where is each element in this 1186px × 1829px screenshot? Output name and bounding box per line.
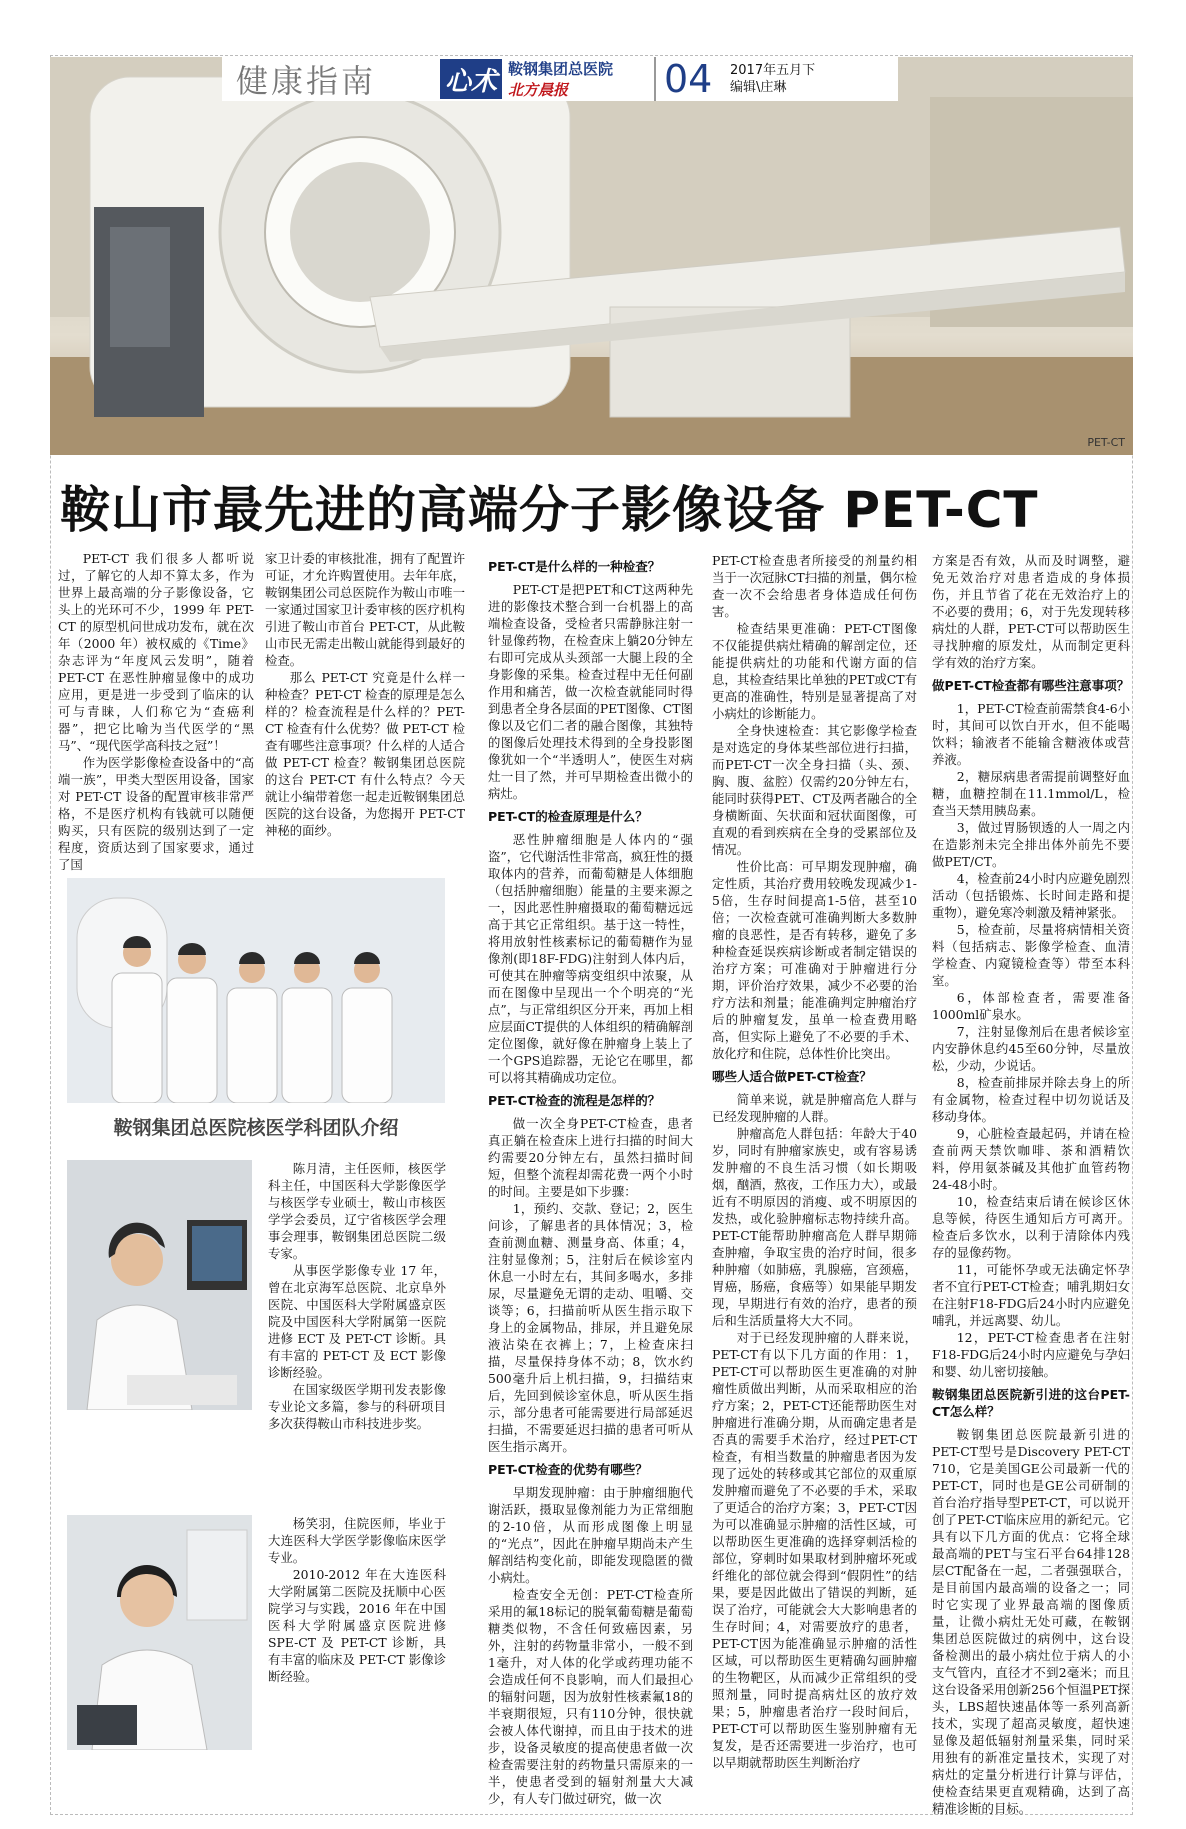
section-heading: 哪些人适合做PET-CT检查？	[712, 1069, 872, 1084]
list-item: 10，检查结束后请在候诊区休息等候，待医生通知后方可离开。检查后多饮水，以利于清除体内残存的显像药物。	[932, 1194, 1130, 1260]
list-item: 1，PET-CT检查前需禁食4-6小时，其间可以饮白开水，但不能喝饮料；输液者不能输含糖液体或营养液。	[932, 701, 1130, 767]
article-column-5	[932, 552, 1130, 1817]
list-item: 6，体部检查者，需要准备1000ml矿泉水。	[932, 990, 1130, 1022]
paragraph: 鞍钢集团总医院最新引进的PET-CT型号是Discovery PET-CT 710，它是美国GE公司最新一代的PET-CT，同时也是GE公司研制的首台治疗指导型PET-CT，可以说开创了PET-CT临床应用的新纪元。它具有以下几方面的优点：它将全球最高端的PET与宝石平台64排128层CT配备在一起，二者强强联合，是目前国内最高端的设备之一；同时它实现了业界最高端的图像质量，让微小病灶无处可藏，在鞍钢集团总医院做过的病例中，这台设备检测出的最小病灶位于病人的小支气管内，直径才不到2毫米；而且这台设备采用创新256个恒温PET探头，LBS超快速晶体等一系列高新技术，实现了超高灵敏度，超快速显像及超低辐射剂量采集，同时采用独有的新准定量技术，实现了对病灶的定量分析进行计算与评估，使检查结果更直观精确，达到了高精准诊断的目标。	[932, 1427, 1130, 1816]
headline: 鞍山市最先进的高端分子影像设备 PET-CT	[60, 481, 1039, 539]
section-heading: PET-CT检查的优势有哪些？	[488, 1462, 648, 1477]
list-item: 4，检查前24小时内应避免剧烈活动（包括锻炼、长时间走路和提重物），避免寒冷刺激及精神紧张。	[932, 871, 1130, 920]
team-caption: 鞍钢集团总医院核医学科团队介绍	[113, 1117, 399, 1139]
pet-ct-scanner-illustration	[50, 57, 1133, 455]
team-photo-illustration	[67, 878, 445, 1103]
paragraph: 作为医学影像检查设备中的“高端一族”，甲类大型医用设备，国家对 PET-CT 设备的配置审核非常严格，不是医疗机构有钱就可以随便购买，只有医院的级别达到了一定程度，资质达到了国家要求，通过了国	[58, 755, 254, 872]
paragraph: PET-CT 我们很多人都听说过，了解它的人却不算太多，作为世界上最高端的分子影像设备，它头上的光环可不少，1999 年 PET-CT 的原型机问世成功发布，就在次年（2000 年）被权威的《Time》杂志评为“年度风云发明”，随着 PET-CT 在恶性肿瘤显像中的成功应用，更是进一步受到了临床的认可与青睐，人们称它为“查癌利器”，把它比喻为当代医学的“黑马”、“现代医学高科技之冠”！	[58, 551, 254, 753]
paragraph: 性价比高：可早期发现肿瘤，确定性质，其治疗费用较晚发现减少1-5倍，生存时间提高1-5倍，甚至10倍；一次检查就可准确判断大多数肿瘤的良恶性，是否有转移，避免了多种检查延误疾病诊断或者制定错误的治疗方案；可准确对于肿瘤进行分期，评价治疗效果，减少不必要的治疗方法和剂量；能准确判定肿瘤治疗后的肿瘤复发，虽单一检查费用略高，但实际上避免了不必要的手术、放化疗和住院，总体性价比突出。	[712, 859, 917, 1061]
hero-photo-pet-ct	[50, 57, 1133, 455]
doctor-photo-illustration	[67, 1515, 252, 1750]
doctor-photo-illustration	[67, 1160, 252, 1410]
section-heading: PET-CT是什么样的一种检查？	[488, 559, 661, 574]
paragraph: 1，预约、交款、登记；2，医生问诊，了解患者的具体情况；3，检查前测血糖、测量身高、体重；4，注射显像剂；5，注射后在候诊室内休息一小时左右，其间多喝水，多排尿，尽量避免无谓的走动、咀嚼、交谈等；6，扫描前听从医生指示取下身上的金属物品，排尿，并且避免尿液沾染在衣裤上；7，上检查床扫描，尽量保持身体不动；8，饮水约500毫升后上机扫描，9，扫描结束后，先回到候诊室休息，听从医生指示，部分患者可能需要进行局部延迟扫描，不需要延迟扫描的患者可听从医生指示离开。	[488, 1201, 693, 1454]
doctor-bio-yang	[268, 1515, 446, 1685]
article-column-3	[488, 552, 693, 1807]
list-item: 3，做过胃肠钡透的人一周之内在造影剂未完全排出体外前先不要做PET/CT。	[932, 820, 1130, 869]
hospital-name: 鞍钢集团总医院	[508, 60, 614, 78]
paragraph: 2010-2012 年在大连医科大学附属第二医院及抚顺中心医院学习与实践，2016 年在中国医科大学附属盛京医院进修 SPE-CT 及 PET-CT 诊断，具有丰富的临床及 PET-CT 影像诊断经验。	[268, 1567, 446, 1684]
page-header	[222, 57, 898, 101]
precautions-list	[932, 700, 1130, 1380]
section-heading: 鞍钢集团总医院新引进的这台PET-CT怎么样？	[932, 1387, 1130, 1419]
paragraph: 检查安全无创：PET-CT检查所采用的氟18标记的脱氧葡萄糖是葡萄糖类似物，不含任何致癌因素，另外，注射的药物量非常小，一般不到1毫升，对人体的化学或药理功能不会造成任何不良影响，而人们最担心的辐射问题，因为放射性核素氟18的半衰期很短，只有110分钟，很快就会被人体代谢掉，而且由于技术的进步，设备灵敏度的提高使患者做一次检查需要注射的药物量只需原来的一半，使患者受到的辐射剂量大大减少，有人专门做过研究，做一次	[488, 1587, 693, 1806]
section-heading: PET-CT检查的流程是怎样的？	[488, 1093, 661, 1108]
article-column-2	[265, 550, 465, 839]
paragraph: 方案是否有效，从而及时调整，避免无效治疗对患者造成的身体损伤，并且节省了花在无效治疗上的不必要的费用；6，对于先发现转移病灶的人群，PET-CT可以帮助医生寻找肿瘤的原发灶，从而制定更科学有效的治疗方案。	[932, 553, 1130, 670]
paragraph: PET-CT是把PET和CT这两种先进的影像技术整合到一台机器上的高端检查设备，受检者只需静脉注射一针显像药物，在检查床上躺20分钟左右即可完成从头颈部一大腿上段的全身影像的采集。检查过程中无任何副作用和痛苦，做一次检查就能同时得到患者全身各层面的PET图像、CT图像以及它们二者的融合图像，其独特的图像后处理技术得到的全身投影图像犹如一个“半透明人”，使医生对病灶一目了然，并可早期检查出微小的病灶。	[488, 582, 693, 801]
list-item: 2，糖尿病患者需提前调整好血糖，血糖控制在11.1mmol/L，检查当天禁用胰岛素。	[932, 769, 1130, 818]
doctor-bio-chen	[268, 1160, 446, 1432]
paragraph: 恶性肿瘤细胞是人体内的“强盗”，它代谢活性非常高，疯狂性的摄取体内的营养，而葡萄糖是人体细胞（包括肿瘤细胞）能量的主要来源之一，因此恶性肿瘤摄取的葡萄糖远远高于其它正常组织。基于这一特性，将用放射性核素标记的葡萄糖作为显像剂(即18F-FDG)注射到人体内后，可使其在肿瘤等病变组织中浓聚，从而在图像中呈现出一个个明亮的“光点”，与正常组织区分开来，再加上相应层面CT提供的人体组织的精确解剖定位图像，就好像在肿瘤身上装上了一个GPS追踪器，无论它在哪里，都可以将其精确成功定位。	[488, 832, 693, 1085]
paragraph: 那么 PET-CT 究竟是什么样一种检查？PET-CT 检查的原理是怎么样的？检查流程是什么样的？PET-CT 检查有什么优势？做 PET-CT 检查有哪些注意事项？什么样的人适合做 PET-CT 检查？鞍钢集团总医院的这台 PET-CT 有什么特点？今天就让小编带着您一起走近鞍钢集团总医院的这台设备，为您揭开 PET-CT 神秘的面纱。	[265, 670, 465, 838]
page-number: 04	[654, 57, 730, 101]
paragraph: 在国家级医学期刊发表影像专业论文多篇，参与的科研项目多次获得鞍山市科技进步奖。	[268, 1382, 446, 1431]
paragraph: 早期发现肿瘤：由于肿瘤细胞代谢活跃，摄取显像剂能力为正常细胞的2-10倍，从而形成图像上明显的“光点”，因此在肿瘤早期尚未产生解剖结构变化前，即能发现隐匿的微小病灶。	[488, 1485, 693, 1585]
section-heading: 做PET-CT检查都有哪些注意事项？	[932, 678, 1130, 693]
doctor-photo-yang	[67, 1515, 252, 1750]
paragraph: 陈月清，主任医师，核医学科主任，中国医科大学影像医学与核医学专业硕士，鞍山市核医学学会委员，辽宁省核医学会理事会理事，鞍钢集团总医院二级专家。	[268, 1161, 446, 1261]
doctor-photo-chen	[67, 1160, 252, 1410]
paragraph: 杨笑羽，住院医师，毕业于大连医科大学医学影像临床医学专业。	[268, 1516, 446, 1565]
column-logo: 心术	[440, 59, 502, 99]
paragraph: 做一次全身PET-CT检查，患者真正躺在检查床上进行扫描的时间大约需要20分钟左右，虽然扫描时间短，但整个流程却需花费一两个小时的时间。主要是如下步骤：	[488, 1116, 693, 1199]
list-item: 11，可能怀孕或无法确定怀孕者不宜行PET-CT检查；哺乳期妇女在注射F18-FDG后24小时内应避免哺乳，并远离婴、幼儿。	[932, 1262, 1130, 1328]
paragraph: 家卫计委的审核批准，拥有了配置许可证，才允许购置使用。去年年底，鞍钢集团公司总医院作为鞍山市唯一一家通过国家卫计委审核的医疗机构引进了鞍山市首台 PET-CT，从此鞍山市民无需走出鞍山就能得到最好的检查。	[265, 551, 465, 668]
paragraph: PET-CT检查患者所接受的剂量约相当于一次冠脉CT扫描的剂量，偶尔检查一次不会给患者身体造成任何伤害。	[712, 553, 917, 619]
list-item: 12，PET-CT检查患者在注射F18-FDG后24小时内应避免与孕妇和婴、幼儿密切接触。	[932, 1330, 1130, 1379]
paragraph: 从事医学影像专业 17 年，曾在北京海军总医院、北京阜外医院、中国医科大学附属盛京医院及中国医科大学附属第一医院进修 ECT 及 PET-CT 诊断。具有丰富的 PET-CT 及 ECT 影像诊断经验。	[268, 1263, 446, 1380]
hero-caption: PET-CT	[1087, 436, 1125, 449]
article-column-1	[58, 550, 254, 873]
issue-date: 2017年五月下	[730, 63, 816, 78]
team-photo	[67, 878, 445, 1103]
paragraph: 检查结果更准确：PET-CT图像不仅能提供病灶精确的解剖定位，还能提供病灶的功能和代谢方面的信息，其检查结果比单独的PET或CT有更高的准确性，特别是显著提高了对小病灶的诊断能力。	[712, 621, 917, 721]
list-item: 7，注射显像剂后在患者候诊室内安静休息约45至60分钟，尽量放松，少动，少说话。	[932, 1024, 1130, 1073]
list-item: 9，心脏检查最起码，并请在检查前两天禁饮咖啡、茶和酒精饮料，停用氨茶碱及其他扩血管药物24-48小时。	[932, 1126, 1130, 1192]
paragraph: 肿瘤高危人群包括：年龄大于40岁，同时有肿瘤家族史，或有容易诱发肿瘤的不良生活习惯（如长期吸烟，酗酒，熬夜，工作压力大），或最近有不明原因的消瘦、或不明原因的发热，或化验肿瘤标志物持续升高。PET-CT能帮助肿瘤高危人群早期筛查肿瘤，争取宝贵的治疗时间，很多种肿瘤（如肺癌，乳腺癌，宫颈癌，胃癌，肠癌，食癌等）如果能早期发现，早期进行有效的治疗，患者的预后和生活质量将大大不同。	[712, 1126, 917, 1328]
list-item: 5，检查前，尽量将病情相关资料（包括病志、影像学检查、血清学检查、内窥镜检查等）带至本科室。	[932, 922, 1130, 988]
list-item: 8，检查前排尿并除去身上的所有金属物，检查过程中切勿说话及移动身体。	[932, 1075, 1130, 1124]
editor-name: 编辑\庄琳	[730, 80, 787, 95]
paragraph: 全身快速检查：其它影像学检查是对选定的身体某些部位进行扫描，而PET-CT一次全身扫描（头、颈、胸、腹、盆腔）仅需约20分钟左右，能同时获得PET、CT及两者融合的全身横断面、矢状面和冠状面图像，可直观的看到疾病在全身的受累部位及情况。	[712, 723, 917, 857]
section-heading: PET-CT的检查原理是什么？	[488, 809, 648, 824]
paragraph: 简单来说，就是肿瘤高危人群与已经发现肿瘤的人群。	[712, 1092, 917, 1124]
newspaper-name: 北方晨报	[508, 81, 569, 99]
publisher-block	[502, 58, 654, 100]
section-name: 健康指南	[236, 62, 377, 100]
paragraph: 对于已经发现肿瘤的人群来说，PET-CT有以下几方面的作用：1，PET-CT可以帮助医生更准确的对肿瘤性质做出判断，从而采取相应的治疗方案；2，PET-CT还能帮助医生对肿瘤进行准确分期，从而确定患者是否真的需要手术治疗，经过PET-CT检查，有相当数量的肿瘤患者因为发现了远处的转移或其它部位的双重原发肿瘤而避免了不必要的手术，采取了更适合的治疗方案；3，PET-CT因为可以准确显示肿瘤的活性区域，可以帮助医生更准确的选择穿刺活检的部位，穿刺时如果取材到肿瘤坏死或纤维化的部位就会得到“假阴性”的结果，要是因此做出了错误的判断，延误了治疗，可能就会大大影响患者的生存时间；4，对需要放疗的患者，PET-CT因为能准确显示肿瘤的活性区域，可以帮助医生更精确勾画肿瘤的生物靶区，从而减少正常组织的受照剂量，同时提高病灶区的放疗效果；5，肿瘤患者治疗一段时间后，PET-CT可以帮助医生鉴别肿瘤有无复发，是否还需要进一步治疗，也可以早期就帮助医生判断治疗	[712, 1330, 917, 1770]
article-column-4	[712, 552, 917, 1771]
issue-info	[730, 62, 815, 96]
